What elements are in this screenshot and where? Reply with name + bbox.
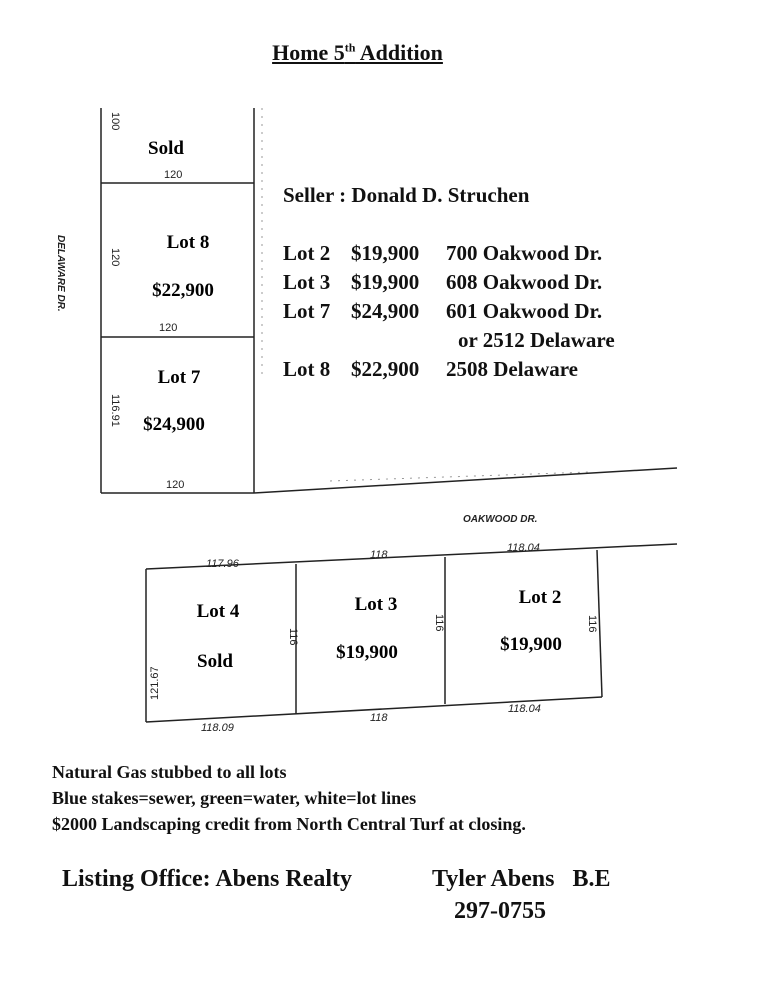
lot3-bottom-dim: 118 <box>370 712 388 724</box>
listing-alt-address: or 2512 Delaware <box>458 328 615 352</box>
sold-lot-side-dim: 100 <box>109 112 121 131</box>
listing-row <box>283 270 602 295</box>
sold-lot-front-dim: 120 <box>164 169 183 181</box>
note-line: Natural Gas stubbed to all lots <box>52 762 287 782</box>
listing-lot: Lot 2 <box>283 241 331 265</box>
listing-price: $22,900 <box>351 357 420 381</box>
listing-row <box>283 241 602 266</box>
lot7-price: $24,900 <box>143 414 205 435</box>
note-line: Blue stakes=sewer, green=water, white=lot lines <box>52 788 417 808</box>
listing-address: 700 Oakwood Dr. <box>446 241 603 265</box>
lot2-label: Lot 2 <box>518 587 562 608</box>
lot4-top-dim: 117.96 <box>206 558 239 570</box>
lot7-label: Lot 7 <box>157 367 201 388</box>
listing-lot: Lot 8 <box>283 357 331 381</box>
listing-row <box>283 357 578 382</box>
lot4-right-dim: 116 <box>287 628 299 646</box>
lot4-left-dim: 121.67 <box>149 666 161 700</box>
listing-address: 601 Oakwood Dr. <box>446 299 603 323</box>
listing-office: Listing Office: Abens Realty <box>62 866 352 892</box>
lot2-bottom-dim: 118.04 <box>508 703 541 715</box>
listing-address: 608 Oakwood Dr. <box>446 270 603 294</box>
lot3-right-dim: 116 <box>433 614 445 632</box>
lot2-top-dim: 118.04 <box>507 542 540 554</box>
note-line: $2000 Landscaping credit from North Central Turf at closing. <box>52 814 526 834</box>
lot3-label: Lot 3 <box>354 594 398 615</box>
lot2-price: $19,900 <box>500 634 562 655</box>
lot4-label: Lot 4 <box>196 601 240 622</box>
sold-lot-status: Sold <box>148 138 184 159</box>
lot8-price: $22,900 <box>152 280 214 301</box>
lot7-front-dim: 120 <box>166 479 185 491</box>
agent-phone: 297-0755 <box>454 898 546 924</box>
lot2-right-dim: 116 <box>586 615 598 633</box>
lot4-bottom-dim: 118.09 <box>201 722 234 734</box>
seller-name: Seller : Donald D. Struchen <box>283 183 530 207</box>
lot8-front-dim: 120 <box>159 322 178 334</box>
listing-price: $24,900 <box>351 299 420 323</box>
lot3-price: $19,900 <box>336 642 398 663</box>
lot7-side-dim: 116.91 <box>109 394 121 427</box>
lot8-side-dim: 120 <box>109 248 121 267</box>
listing-address: 2508 Delaware <box>446 357 578 381</box>
agent-name: Tyler Abens B.E <box>432 866 611 892</box>
listing-price: $19,900 <box>351 241 420 265</box>
street-delaware: DELAWARE DR. <box>55 235 66 312</box>
listing-row <box>283 299 602 324</box>
listing-lot: Lot 3 <box>283 270 331 294</box>
title-text: Home 5th Addition <box>272 40 443 65</box>
street-oakwood: OAKWOOD DR. <box>463 514 538 525</box>
listing-lot: Lot 7 <box>283 299 331 323</box>
listing-price: $19,900 <box>351 270 420 294</box>
lot8-label: Lot 8 <box>166 232 210 253</box>
lot3-top-dim: 118 <box>370 549 388 561</box>
lot4-status: Sold <box>197 651 233 672</box>
